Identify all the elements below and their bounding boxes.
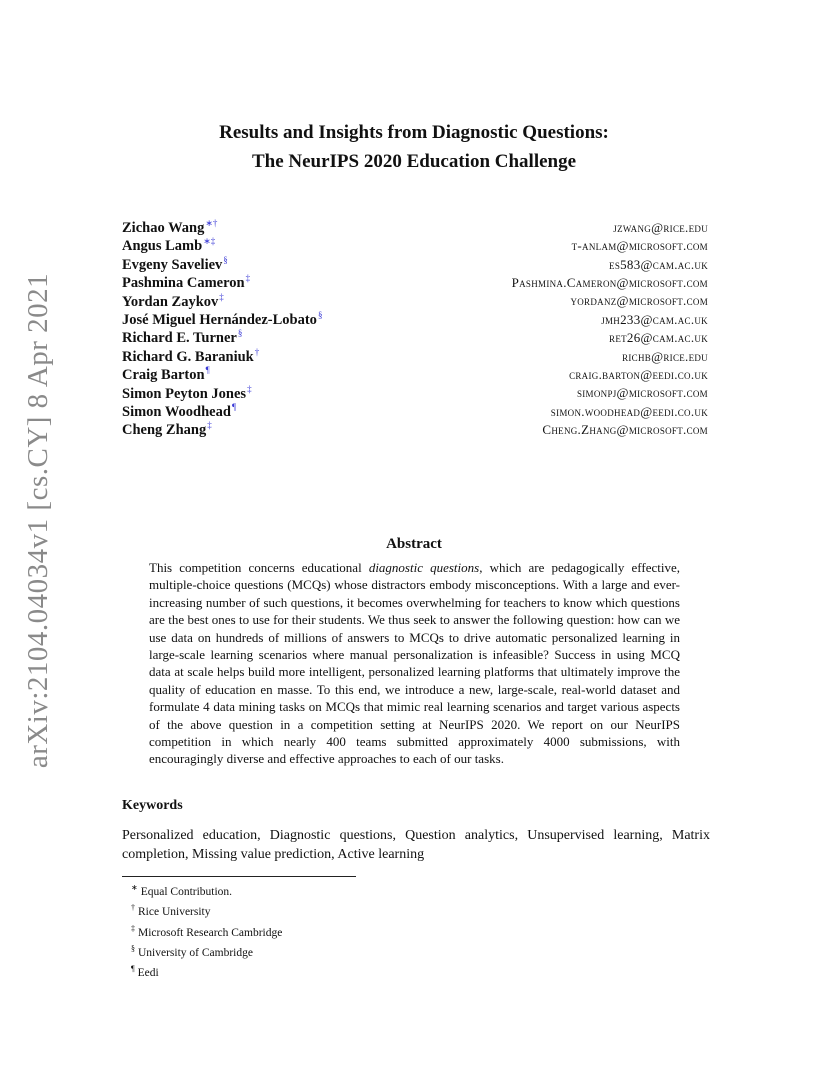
author-row <box>122 420 708 438</box>
author-row <box>122 310 708 328</box>
affiliation-marks: ∗† <box>205 218 218 228</box>
author-row <box>122 255 708 273</box>
author-name: Yordan Zaykov‡ <box>122 291 224 310</box>
affiliation-marks: ¶ <box>205 365 210 376</box>
keywords-heading: Keywords <box>122 798 183 813</box>
affiliation-marks: § <box>223 254 228 265</box>
author-email[interactable]: craig.barton@eedi.co.uk <box>569 366 708 382</box>
author-name: Zichao Wang∗† <box>122 218 218 236</box>
affiliation-marks: ¶ <box>231 401 237 412</box>
author-name: Richard E. Turner§ <box>122 328 243 347</box>
affiliation-marks: § <box>317 309 323 320</box>
footnote: † Rice University <box>131 903 211 919</box>
author-name: Cheng Zhang‡ <box>122 420 212 439</box>
affiliation-marks: ‡ <box>247 383 252 394</box>
keywords-text: Personalized education, Diagnostic questions, Question analytics, Unsupervised learning, Matrix completion, Missing value prediction, Active learning <box>122 828 710 862</box>
author-email[interactable]: ret26@cam.ac.uk <box>609 330 708 346</box>
author-row <box>122 347 708 365</box>
author-name: Pashmina Cameron‡ <box>122 273 251 291</box>
author-email[interactable]: richb@rice.edu <box>622 348 708 364</box>
author-email[interactable]: t-anlam@microsoft.com <box>571 238 708 254</box>
author-name: Simon Woodhead¶ <box>122 401 237 420</box>
author-email[interactable]: simonpj@microsoft.com <box>576 385 708 401</box>
author-name: José Miguel Hernández-Lobato§ <box>122 309 323 328</box>
author-row <box>122 402 708 420</box>
footnote: ∗ Equal Contribution. <box>131 883 233 898</box>
footnote: § University of Cambridge <box>131 943 253 959</box>
author-email[interactable]: es583@cam.ac.uk <box>609 256 708 272</box>
author-email[interactable]: Cheng.Zhang@microsoft.com <box>542 422 708 438</box>
arxiv-identifier-stamp <box>14 260 64 780</box>
author-email[interactable]: yordanz@microsoft.com <box>570 293 708 309</box>
author-name: Simon Peyton Jones‡ <box>122 383 252 402</box>
abstract-heading: Abstract <box>386 536 442 552</box>
author-email[interactable]: jzwang@rice.edu <box>613 219 708 235</box>
footnote: ‡ Microsoft Research Cambridge <box>131 923 283 939</box>
author-list <box>122 218 708 439</box>
author-row <box>122 384 708 402</box>
abstract-text: This competition concerns educational diagnostic questions, which are pedagogically effective, multiple-choice questions (MCQs) whose distractors embody misconceptions. With a large and ever-increasing number of such questions, it becomes overwhelming for teachers to know which questions are the best ones to use for their students. We thus seek to answer the following question: how can we use data on hundreds of millions of answers to MCQs to drive automatic personalized learning in large-scale learning scenarios where manual personalization is infeasible? Success in using MCQ data at scale helps build more intelligent, personalized learning platforms that ultimately improve the quality of education en masse. To this end, we introduce a new, large-scale, real-world dataset and formulate 4 data mining tasks on MCQs that mimic real learning scenarios and target various aspects of the above question in a competition setting at NeurIPS 2020. We report on our NeurIPS competition in which nearly 400 teams submitted approximately 4000 submissions, with encouragingly diverse and effective approaches to each of our tasks. <box>149 560 680 767</box>
footnote: ¶ Eedi <box>131 964 159 980</box>
author-row <box>122 273 708 291</box>
author-row <box>122 218 708 236</box>
author-row <box>122 365 708 383</box>
author-name: Craig Barton¶ <box>122 365 210 383</box>
paper-title-line-1: Results and Insights from Diagnostic Questions: <box>219 122 609 143</box>
affiliation-marks: ‡ <box>245 273 251 284</box>
paper-title-line-2: The NeurIPS 2020 Education Challenge <box>251 151 577 172</box>
author-row <box>122 328 708 346</box>
arxiv-identifier-text: arXiv:2104.04034v1 [cs.CY] 8 Apr 2021 <box>22 272 55 768</box>
paper-title <box>100 118 728 176</box>
abstract-emphasis: diagnostic questions <box>368 560 480 575</box>
footnote-list <box>131 880 282 982</box>
author-email[interactable]: Pashmina.Cameron@microsoft.com <box>511 275 708 290</box>
author-name: Richard G. Baraniuk† <box>122 346 260 365</box>
author-email[interactable]: jmh233@cam.ac.uk <box>601 311 708 327</box>
affiliation-marks: ∗‡ <box>203 236 216 247</box>
affiliation-marks: ‡ <box>207 420 212 431</box>
author-row <box>122 236 708 254</box>
author-row <box>122 292 708 310</box>
author-name: Angus Lamb∗‡ <box>122 236 216 255</box>
affiliation-marks: § <box>237 328 243 339</box>
footnote-divider <box>122 876 356 877</box>
affiliation-marks: † <box>254 346 260 357</box>
affiliation-marks: ‡ <box>219 291 224 302</box>
author-email[interactable]: simon.woodhead@eedi.co.uk <box>550 403 708 419</box>
author-name: Evgeny Saveliev§ <box>122 254 228 273</box>
